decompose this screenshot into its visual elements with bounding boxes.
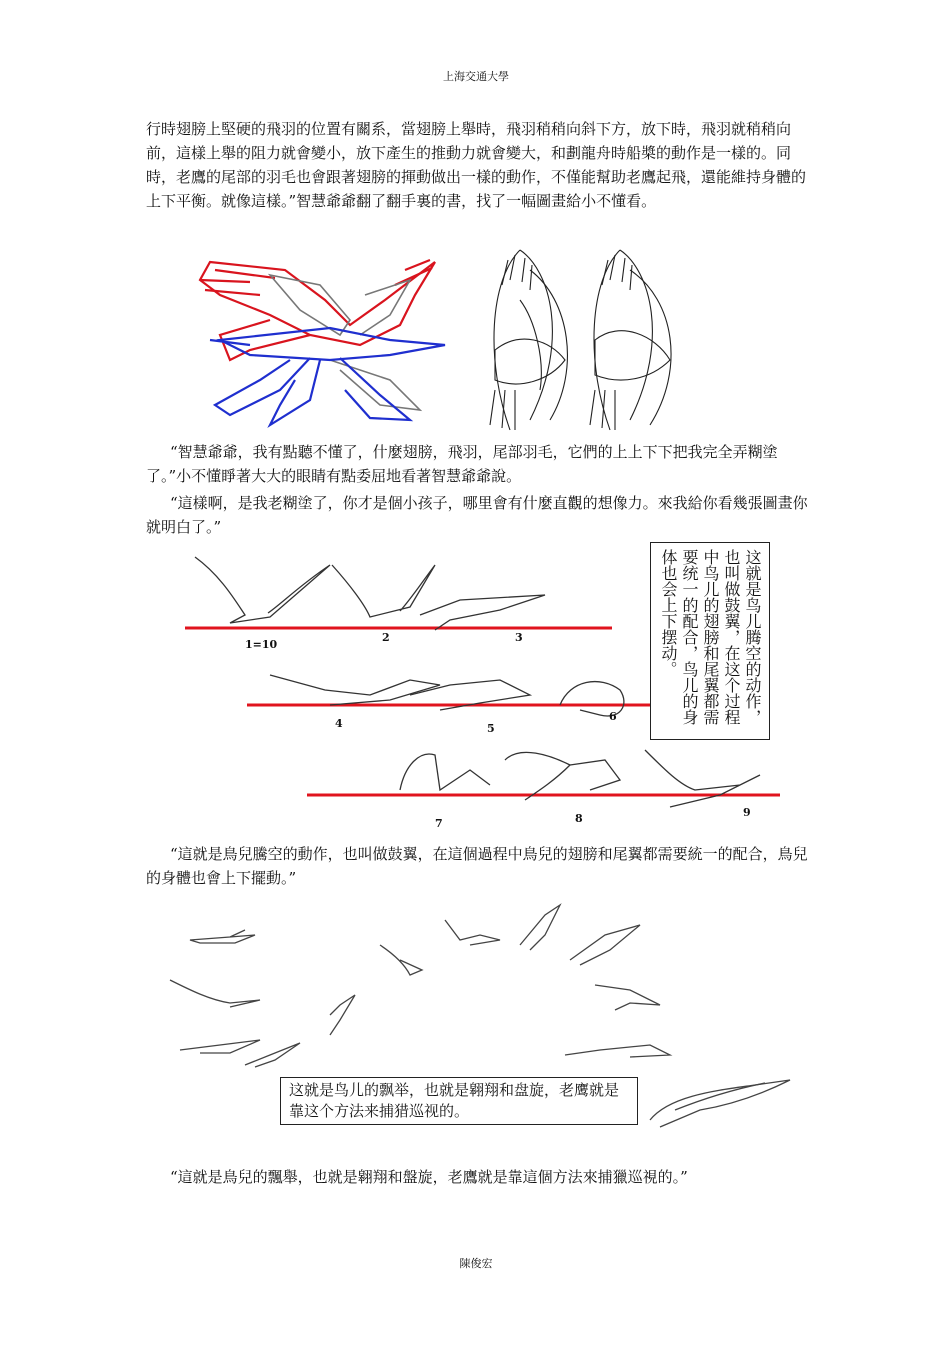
page-footer: 陳俊宏 [459,1257,493,1270]
page-header: 上海交通大學 [443,70,509,83]
paragraph-4: “這就是鳥兒騰空的動作，也叫做鼓翼，在這個過程中鳥兒的翅膀和尾翼都需要統一的配合，鳥兒的身體也會上下擺動。” [146,845,808,887]
paragraph-3: “這樣啊，是我老糊塗了，你才是個小孩子，哪里會有什麼直觀的想像力。來我給你看幾張圖畫你就明白了。” [146,494,808,536]
blue-eagle-outline [210,328,445,425]
soaring-caption-box: 这就是鸟儿的飘举，也就是翱翔和盘旋，老鹰就是靠这个方法来捕猎巡视的。 [280,1077,638,1125]
frame-label: 2 [382,631,390,644]
flapping-caption-box: 这就是鸟儿腾空的动作，也叫做鼓翼，在这个过程中鸟儿的翅膀和尾翼都需要统一的配合，鸟儿的身体也会上下摆动。 [650,542,770,740]
wing-stroke-diagrams [490,250,671,430]
frame-label: 5 [487,722,495,735]
frame-label: 8 [575,812,583,825]
frame-label: 7 [435,817,443,830]
frame-label: 6 [609,710,617,723]
paragraph-2: “智慧爺爺，我有點聽不懂了，什麼翅膀，飛羽，尾部羽毛，它們的上上下下把我完全弄糊塗了。”小不懂睜著大大的眼睛有點委屈地看著智慧爺爺說。 [146,443,778,485]
frame-label: 4 [335,717,343,730]
red-eagle-outline [200,260,435,360]
figure-wing-motion [190,240,710,440]
frame-label: 3 [515,631,523,644]
paragraph-5: “這就是鳥兒的飄舉，也就是翱翔和盤旋，老鷹就是靠這個方法來捕獵巡視的。” [170,1168,688,1186]
frame-label: 9 [743,806,751,819]
paragraph-1: 行時翅膀上堅硬的飛羽的位置有關系，當翅膀上舉時，飛羽稍稍向斜下方，放下時，飛羽就稍稍向前，這樣上舉的阻力就會變小，放下產生的推動力就會變大，和劃龍舟時船槳的動作是一樣的。同時，老鷹的尾部的羽毛也會跟著翅膀的揮動做出一樣的動作，不僅能幫助老鷹起飛，還能維持身體的上下平衡。就像這樣。”智慧爺爺翻了翻手裏的書，找了一幅圖畫給小不懂看。 [146,120,807,210]
frame-label: 1=10 [245,638,278,651]
